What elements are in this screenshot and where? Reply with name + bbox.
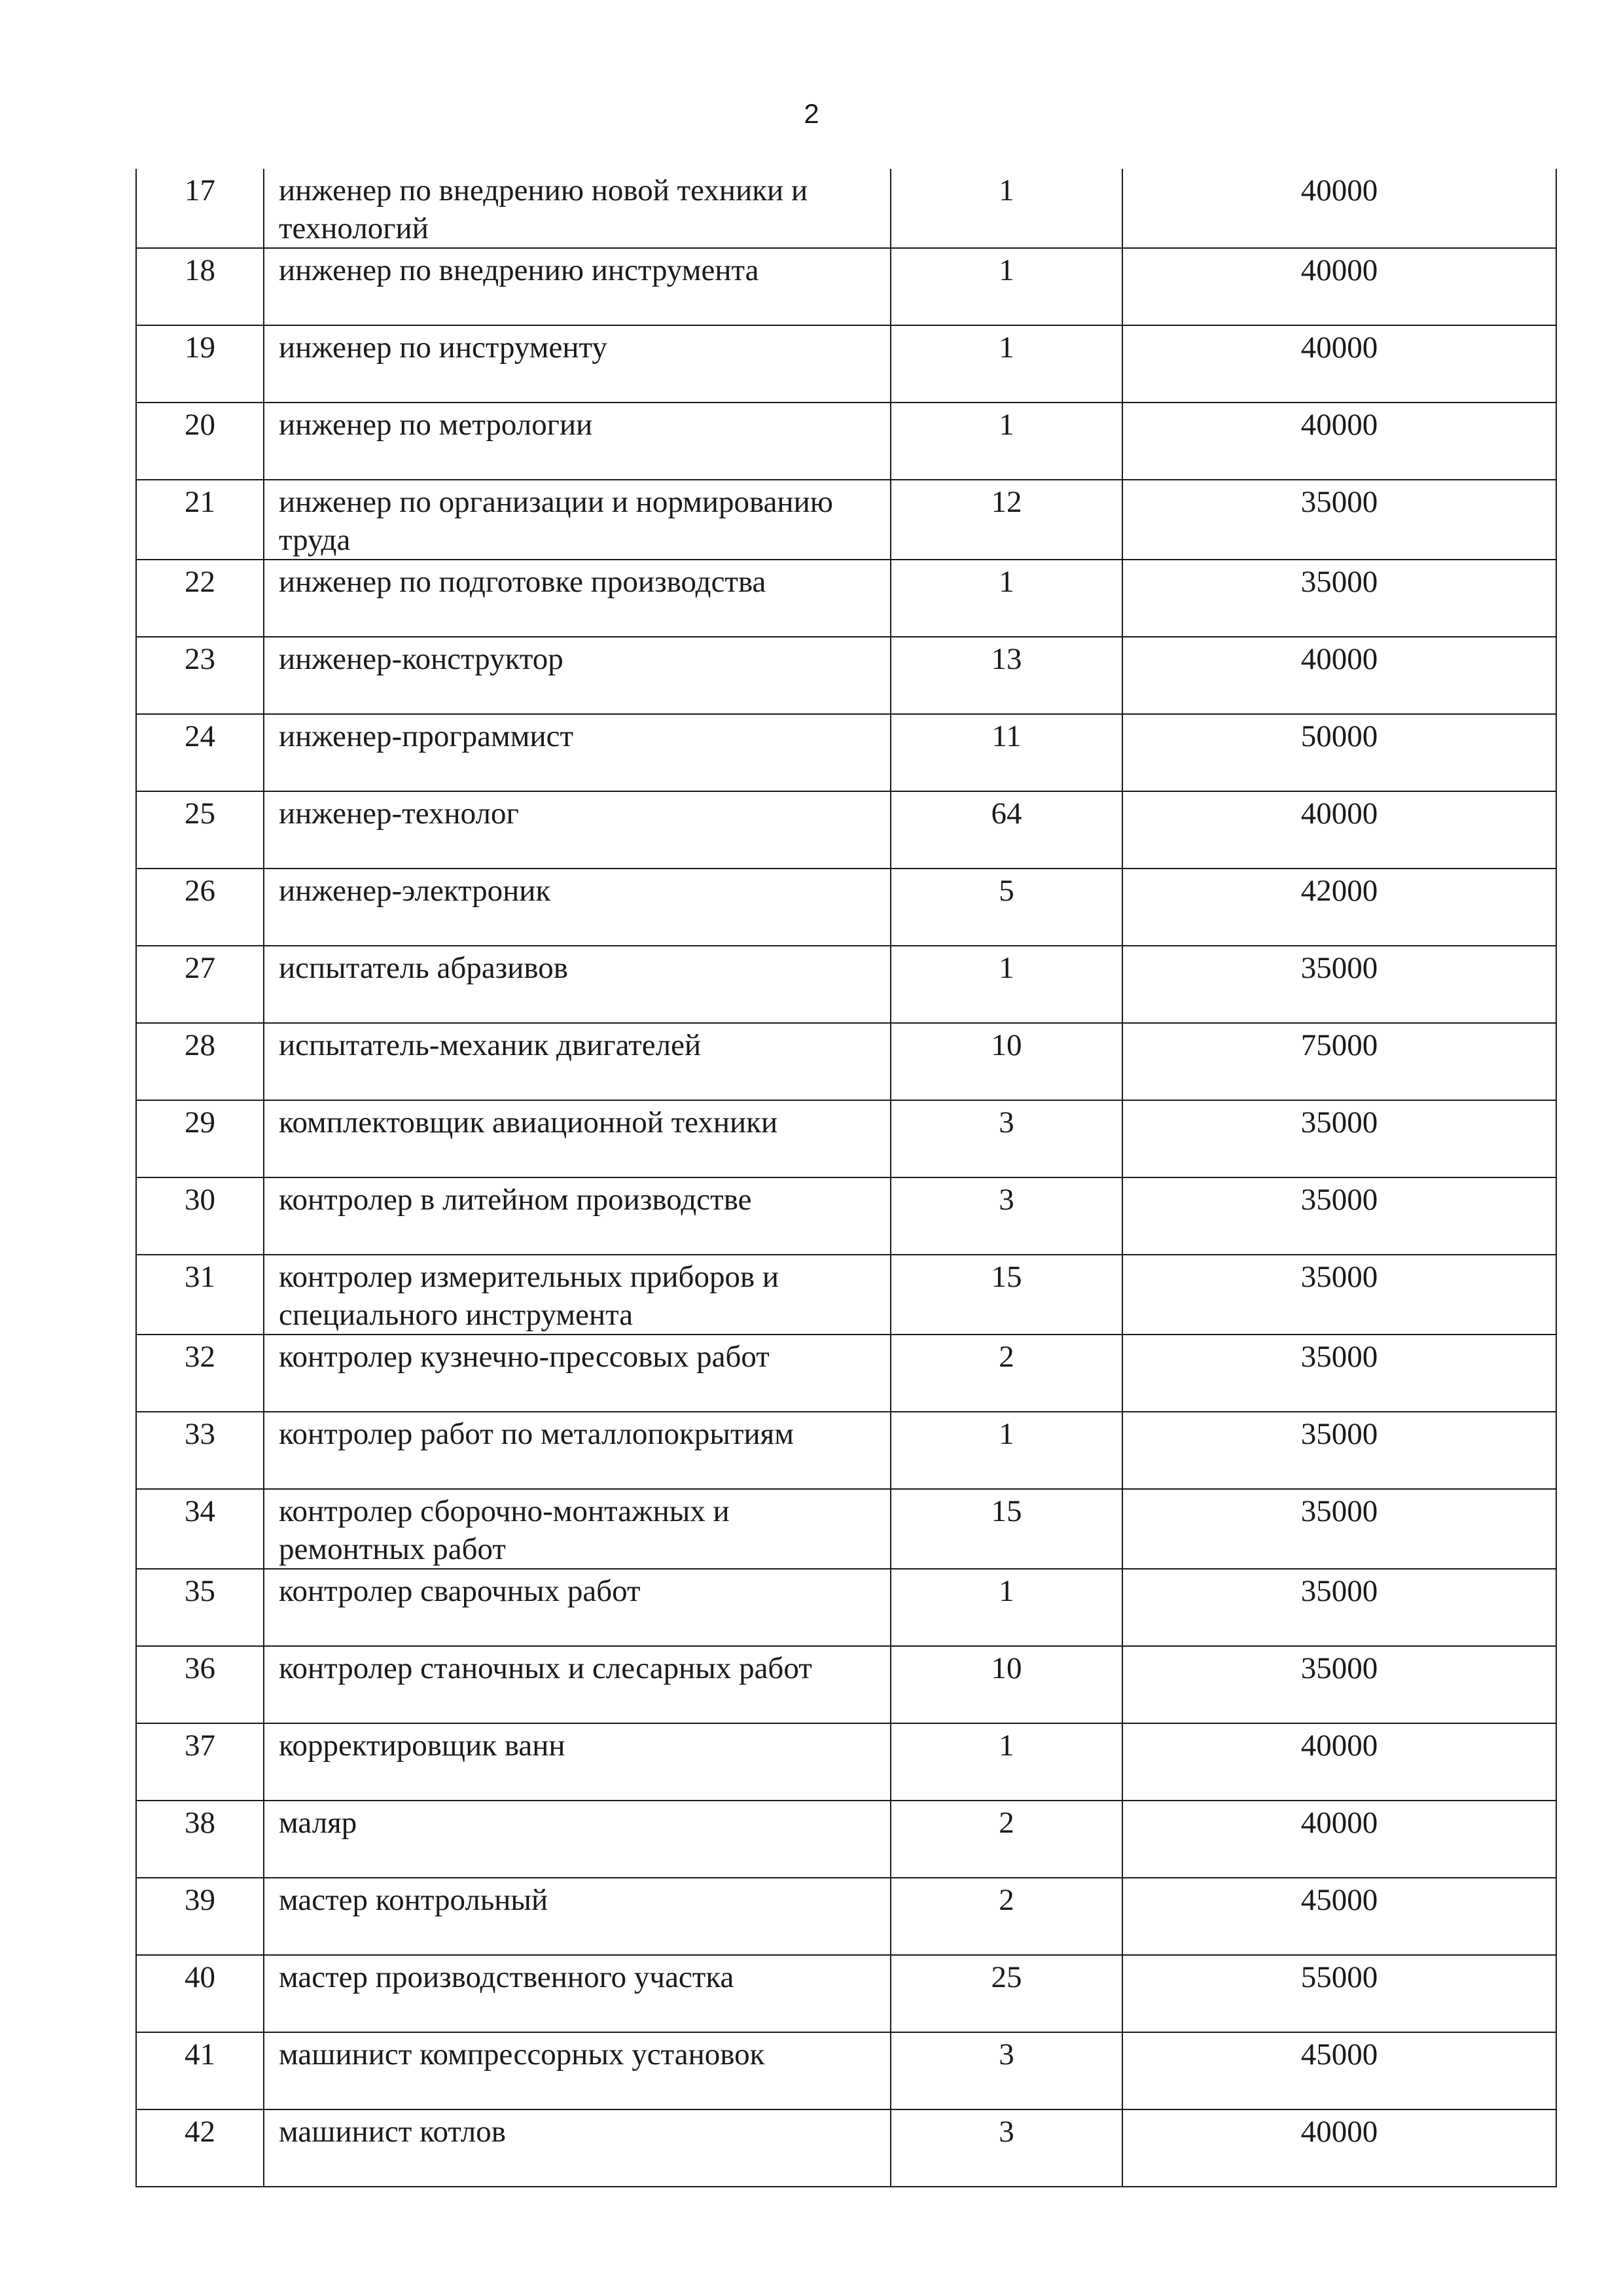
position-title: контролер сборочно-монтажных и ремонтных работ	[264, 1489, 891, 1569]
salary: 45000	[1122, 2032, 1556, 2109]
salary: 42000	[1122, 869, 1556, 946]
row-number: 42	[136, 2109, 264, 2187]
headcount: 5	[891, 869, 1122, 946]
table-row	[136, 791, 1556, 869]
table-row	[136, 1023, 1556, 1100]
table-row	[136, 946, 1556, 1023]
salary: 35000	[1122, 1569, 1556, 1646]
headcount: 2	[891, 1801, 1122, 1878]
row-number: 27	[136, 946, 264, 1023]
table-row	[136, 248, 1556, 325]
position-title: контролер измерительных приборов и специального инструмента	[264, 1255, 891, 1335]
table-row	[136, 403, 1556, 480]
headcount: 12	[891, 480, 1122, 560]
position-title: испытатель абразивов	[264, 946, 891, 1023]
row-number: 28	[136, 1023, 264, 1100]
position-title: машинист компрессорных установок	[264, 2032, 891, 2109]
headcount: 1	[891, 560, 1122, 637]
position-title: контролер сварочных работ	[264, 1569, 891, 1646]
row-number: 23	[136, 637, 264, 714]
headcount: 15	[891, 1255, 1122, 1335]
salary: 35000	[1122, 946, 1556, 1023]
row-number: 37	[136, 1723, 264, 1801]
headcount: 1	[891, 248, 1122, 325]
table-row	[136, 869, 1556, 946]
salary: 40000	[1122, 791, 1556, 869]
headcount: 1	[891, 403, 1122, 480]
row-number: 39	[136, 1878, 264, 1955]
row-number: 19	[136, 325, 264, 403]
page-number: 2	[804, 98, 819, 129]
position-title: контролер в литейном производстве	[264, 1177, 891, 1255]
headcount: 10	[891, 1023, 1122, 1100]
headcount: 3	[891, 1100, 1122, 1177]
table-row	[136, 1255, 1556, 1335]
table-row	[136, 2032, 1556, 2109]
row-number: 20	[136, 403, 264, 480]
salary: 35000	[1122, 480, 1556, 560]
salary: 35000	[1122, 1100, 1556, 1177]
staff-table-body	[136, 169, 1556, 2187]
table-row	[136, 1878, 1556, 1955]
row-number: 38	[136, 1801, 264, 1878]
salary: 40000	[1122, 325, 1556, 403]
row-number: 31	[136, 1255, 264, 1335]
salary: 35000	[1122, 1412, 1556, 1489]
row-number: 26	[136, 869, 264, 946]
table-row	[136, 325, 1556, 403]
position-title: инженер-программист	[264, 714, 891, 791]
salary: 35000	[1122, 1177, 1556, 1255]
headcount: 25	[891, 1955, 1122, 2032]
salary: 45000	[1122, 1878, 1556, 1955]
table-row	[136, 1489, 1556, 1569]
table-row	[136, 1100, 1556, 1177]
headcount: 1	[891, 169, 1122, 248]
headcount: 1	[891, 325, 1122, 403]
table-row	[136, 169, 1556, 248]
headcount: 13	[891, 637, 1122, 714]
table-row	[136, 637, 1556, 714]
row-number: 22	[136, 560, 264, 637]
row-number: 29	[136, 1100, 264, 1177]
salary: 50000	[1122, 714, 1556, 791]
row-number: 41	[136, 2032, 264, 2109]
table-row	[136, 560, 1556, 637]
table-row	[136, 1412, 1556, 1489]
position-title: контролер кузнечно-прессовых работ	[264, 1335, 891, 1412]
table-row	[136, 714, 1556, 791]
headcount: 2	[891, 1878, 1122, 1955]
salary: 40000	[1122, 2109, 1556, 2187]
row-number: 21	[136, 480, 264, 560]
row-number: 34	[136, 1489, 264, 1569]
table-row	[136, 1801, 1556, 1878]
headcount: 1	[891, 1412, 1122, 1489]
position-title: инженер по метрологии	[264, 403, 891, 480]
headcount: 1	[891, 1723, 1122, 1801]
position-title: инженер по подготовке производства	[264, 560, 891, 637]
salary: 35000	[1122, 1255, 1556, 1335]
salary: 40000	[1122, 1801, 1556, 1878]
headcount: 11	[891, 714, 1122, 791]
position-title: испытатель-механик двигателей	[264, 1023, 891, 1100]
position-title: инженер-технолог	[264, 791, 891, 869]
salary: 40000	[1122, 248, 1556, 325]
position-title: контролер станочных и слесарных работ	[264, 1646, 891, 1723]
staff-table	[135, 169, 1557, 2187]
headcount: 10	[891, 1646, 1122, 1723]
table-row	[136, 1335, 1556, 1412]
table-row	[136, 1177, 1556, 1255]
salary: 35000	[1122, 1646, 1556, 1723]
position-title: маляр	[264, 1801, 891, 1878]
position-title: машинист котлов	[264, 2109, 891, 2187]
salary: 40000	[1122, 1723, 1556, 1801]
headcount: 2	[891, 1335, 1122, 1412]
row-number: 17	[136, 169, 264, 248]
row-number: 30	[136, 1177, 264, 1255]
table-row	[136, 480, 1556, 560]
table-row	[136, 2109, 1556, 2187]
salary: 75000	[1122, 1023, 1556, 1100]
row-number: 25	[136, 791, 264, 869]
row-number: 18	[136, 248, 264, 325]
salary: 35000	[1122, 1489, 1556, 1569]
position-title: инженер-электроник	[264, 869, 891, 946]
headcount: 1	[891, 1569, 1122, 1646]
position-title: инженер по внедрению новой техники и технологий	[264, 169, 891, 248]
position-title: инженер-конструктор	[264, 637, 891, 714]
position-title: мастер производственного участка	[264, 1955, 891, 2032]
position-title: мастер контрольный	[264, 1878, 891, 1955]
table-row	[136, 1646, 1556, 1723]
salary: 35000	[1122, 560, 1556, 637]
position-title: контролер работ по металлопокрытиям	[264, 1412, 891, 1489]
row-number: 36	[136, 1646, 264, 1723]
headcount: 3	[891, 2032, 1122, 2109]
headcount: 1	[891, 946, 1122, 1023]
row-number: 33	[136, 1412, 264, 1489]
salary: 55000	[1122, 1955, 1556, 2032]
salary: 35000	[1122, 1335, 1556, 1412]
row-number: 35	[136, 1569, 264, 1646]
position-title: комплектовщик авиационной техники	[264, 1100, 891, 1177]
row-number: 24	[136, 714, 264, 791]
headcount: 3	[891, 2109, 1122, 2187]
position-title: инженер по организации и нормированию труда	[264, 480, 891, 560]
salary: 40000	[1122, 403, 1556, 480]
table-row	[136, 1723, 1556, 1801]
table-row	[136, 1955, 1556, 2032]
salary: 40000	[1122, 637, 1556, 714]
row-number: 40	[136, 1955, 264, 2032]
headcount: 3	[891, 1177, 1122, 1255]
position-title: корректировщик ванн	[264, 1723, 891, 1801]
position-title: инженер по внедрению инструмента	[264, 248, 891, 325]
table-row	[136, 1569, 1556, 1646]
headcount: 64	[891, 791, 1122, 869]
salary: 40000	[1122, 169, 1556, 248]
row-number: 32	[136, 1335, 264, 1412]
position-title: инженер по инструменту	[264, 325, 891, 403]
headcount: 15	[891, 1489, 1122, 1569]
